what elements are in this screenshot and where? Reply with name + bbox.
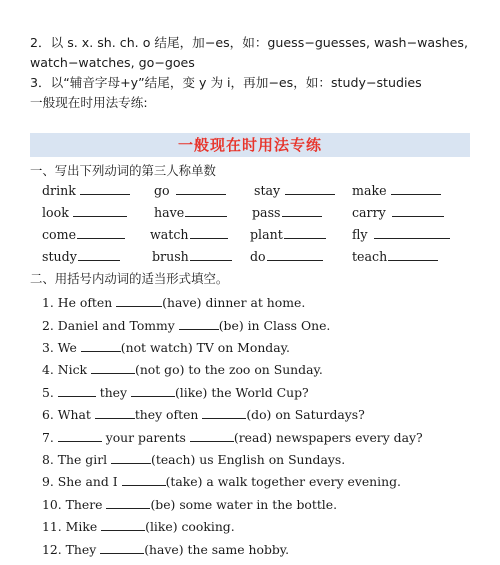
exercise-sentence: 2. Daniel and Tommy (be) in Class One.: [42, 318, 331, 333]
section-2-heading: 二、用括号内动词的适当形式填空。: [30, 271, 229, 286]
exercise-sentence: 8. The girl (teach) us English on Sundays.: [42, 452, 346, 467]
answer-blank[interactable]: [111, 450, 151, 464]
verb-word: look: [42, 205, 69, 220]
verb-row: [42, 203, 482, 221]
exercise-sentence: 3. We (not watch) TV on Monday.: [42, 340, 290, 355]
exercise-sentence: 12. They (have) the same hobby.: [42, 542, 290, 557]
rule-2-line-2: watch−watches, go−goes: [30, 55, 195, 70]
answer-blank[interactable]: [202, 405, 246, 419]
answer-blank[interactable]: [392, 203, 444, 217]
verb-word: come: [42, 227, 77, 242]
answer-blank[interactable]: [78, 247, 120, 261]
verb-word: go: [154, 183, 170, 198]
verb-word: pass: [252, 205, 281, 220]
exercise-sentence: 1. He often (have) dinner at home.: [42, 295, 306, 310]
answer-blank[interactable]: [95, 405, 135, 419]
verb-word: brush: [152, 249, 189, 264]
answer-blank[interactable]: [131, 383, 175, 397]
answer-blank[interactable]: [282, 203, 322, 217]
answer-blank[interactable]: [185, 203, 227, 217]
answer-blank[interactable]: [91, 360, 135, 374]
exercise-sentence: 9. She and I (take) a walk together every evening.: [42, 474, 401, 489]
answer-blank[interactable]: [267, 247, 323, 261]
exercise-sentence: 6. What they often (do) on Saturdays?: [42, 407, 365, 422]
verb-row: [42, 181, 482, 199]
verb-word: drink: [42, 183, 76, 198]
answer-blank[interactable]: [81, 338, 121, 352]
answer-blank[interactable]: [100, 540, 144, 554]
answer-blank[interactable]: [190, 247, 232, 261]
verb-word: have: [154, 205, 185, 220]
section-banner: [30, 133, 470, 157]
verb-word: do: [250, 249, 266, 264]
answer-blank[interactable]: [374, 225, 450, 239]
answer-blank[interactable]: [285, 181, 335, 195]
verb-word: make: [352, 183, 387, 198]
exercise-sentence: 4. Nick (not go) to the zoo on Sunday.: [42, 362, 323, 377]
rule-2-line-1: 2．以 s. x. sh. ch. o 结尾，加−es，如：guess−guesses, wash−washes,: [30, 35, 468, 50]
answer-blank[interactable]: [58, 428, 102, 442]
answer-blank[interactable]: [101, 517, 145, 531]
answer-blank[interactable]: [176, 181, 226, 195]
banner-title: 一般现在时用法专练: [177, 136, 322, 154]
verb-word: carry: [352, 205, 386, 220]
practice-intro: 一般现在时用法专练:: [30, 95, 148, 110]
answer-blank[interactable]: [284, 225, 326, 239]
answer-blank[interactable]: [106, 495, 150, 509]
answer-blank[interactable]: [190, 428, 234, 442]
verb-word: plant: [250, 227, 283, 242]
answer-blank[interactable]: [80, 181, 130, 195]
verb-word: teach: [352, 249, 388, 264]
answer-blank[interactable]: [73, 203, 127, 217]
answer-blank[interactable]: [116, 293, 162, 307]
answer-blank[interactable]: [391, 181, 441, 195]
verb-word: watch: [150, 227, 189, 242]
answer-blank[interactable]: [122, 472, 166, 486]
verb-word: fly: [352, 227, 368, 242]
rule-3: 3．以“辅音字母+y”结尾，变 y 为 i，再加−es，如：study−studies: [30, 75, 422, 90]
exercise-sentence: 5. they (like) the World Cup?: [42, 385, 309, 400]
answer-blank[interactable]: [388, 247, 438, 261]
exercise-sentence: 7. your parents (read) newspapers every day?: [42, 430, 423, 445]
verb-row: [42, 247, 482, 265]
verb-word: stay: [254, 183, 281, 198]
verb-word: study: [42, 249, 77, 264]
exercise-sentence: 10. There (be) some water in the bottle.: [42, 497, 338, 512]
answer-blank[interactable]: [77, 225, 125, 239]
answer-blank[interactable]: [58, 383, 96, 397]
section-1-heading: 一、写出下列动词的第三人称单数: [30, 163, 216, 178]
exercise-sentence: 11. Mike (like) cooking.: [42, 519, 235, 534]
verb-row: [42, 225, 482, 243]
answer-blank[interactable]: [179, 316, 219, 330]
answer-blank[interactable]: [190, 225, 228, 239]
